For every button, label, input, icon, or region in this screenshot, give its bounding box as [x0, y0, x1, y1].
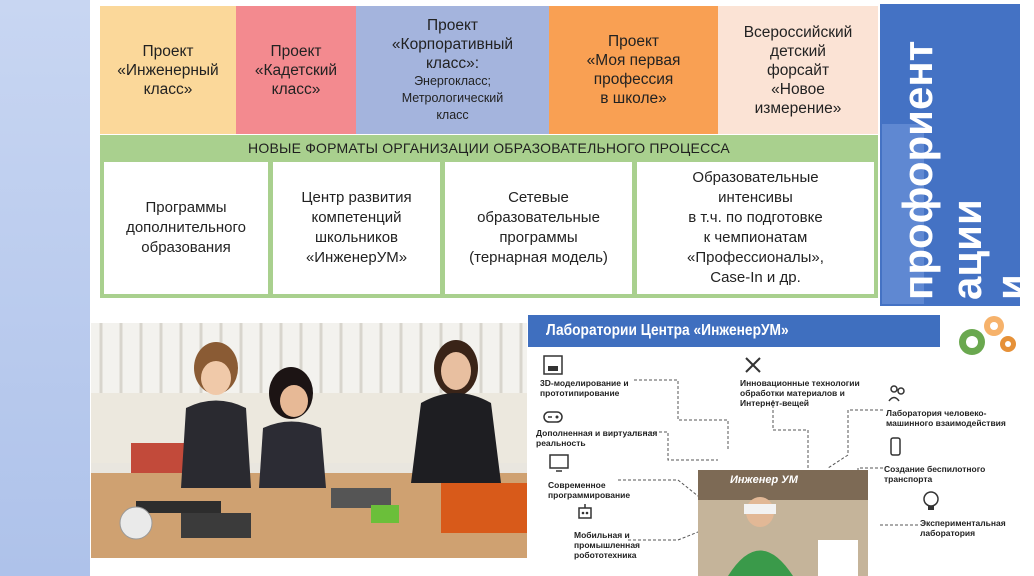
formats-row: [100, 158, 878, 298]
format-line: к чемпионатам: [703, 229, 808, 246]
left-decor-strip: [0, 0, 90, 576]
drone-phone-icon: [884, 436, 906, 458]
format-line: интенсивы: [718, 189, 793, 206]
project-card-forsight: [718, 6, 878, 134]
project-line: «Инженерный: [117, 61, 219, 79]
format-line: Сетевые: [508, 189, 569, 206]
project-line: форсайт: [766, 61, 830, 79]
lab-item-programming: Современное программирование: [548, 480, 631, 500]
lab-item-unmanned: Создание беспилотного транспорта: [884, 464, 986, 484]
project-subline: Метрологический: [401, 91, 504, 105]
lab-item-innovation: Инновационные технологии обработки материалов и Интернет-вещей: [740, 378, 860, 408]
project-line: «Новое: [771, 80, 825, 98]
project-subline: Энергокласс;: [414, 74, 491, 88]
format-line: Образовательные: [692, 169, 819, 186]
classroom-photo: [91, 323, 527, 558]
project-card-cadet: [236, 6, 356, 134]
format-line: программы: [499, 229, 578, 246]
career-text-col3: и: [987, 274, 1034, 300]
format-line: дополнительного: [126, 219, 246, 236]
format-line: образования: [141, 239, 231, 256]
formats-title: НОВЫЕ ФОРМАТЫ ОРГАНИЗАЦИИ ОБРАЗОВАТЕЛЬНОГО ПРОЦЕССА: [248, 139, 730, 156]
format-box-competence-center: [273, 162, 440, 294]
career-text-col1: профориент: [894, 40, 941, 300]
format-line: компетенций: [311, 209, 402, 226]
people-machine-icon: [886, 382, 908, 404]
project-card-corporate: [356, 6, 549, 134]
format-line: в т.ч. по подготовке: [688, 209, 823, 226]
robot-icon: [574, 502, 596, 524]
format-line: (тернарная модель): [469, 249, 608, 266]
project-card-engineering: [100, 6, 236, 134]
project-line: Проект: [426, 17, 479, 34]
3d-printer-icon: [542, 354, 564, 376]
tools-icon: [742, 354, 764, 376]
format-line: «Профессионалы»,: [687, 249, 824, 266]
lab-title: Лаборатории Центра «ИнженерУМ»: [546, 322, 789, 339]
format-line: Программы: [145, 199, 227, 216]
lab-item-vr: Дополненная и виртуальная реальность: [536, 428, 658, 448]
project-line: «Корпоративный: [391, 36, 514, 53]
lab-title-bar: [528, 315, 940, 347]
format-box-additional-education: [104, 162, 268, 294]
project-line: Проект: [607, 33, 660, 50]
project-line: Проект: [270, 42, 322, 60]
project-line: Всероссийский: [743, 23, 853, 41]
project-line: профессия: [593, 71, 674, 88]
project-subline: класс: [436, 108, 469, 122]
project-line: класс»: [143, 80, 193, 98]
project-line: измерение»: [754, 99, 842, 117]
format-line: образовательные: [477, 209, 600, 226]
project-card-first-profession: [549, 6, 718, 134]
lab-item-hmi: Лаборатория человеко-машинного взаимодействия: [886, 408, 1006, 428]
lab-item-3d: 3D-моделирование и прототипирование: [540, 378, 629, 398]
gamepad-icon: [542, 405, 564, 427]
lab-diagram: [528, 350, 1024, 576]
format-line: школьников: [314, 229, 399, 246]
format-box-intensives: [637, 162, 874, 294]
code-monitor-icon: [548, 452, 570, 474]
project-line: детский: [770, 42, 826, 60]
project-line: в школе»: [600, 90, 667, 107]
project-line: класс»:: [425, 55, 480, 72]
format-line: «ИнженерУМ»: [305, 249, 408, 266]
project-line: Проект: [142, 42, 194, 60]
format-box-network-programs: [445, 162, 632, 294]
project-line: класс»: [271, 80, 321, 98]
formats-title-bar: [100, 135, 878, 160]
lab-item-experimental: Экспериментальная лаборатория: [920, 518, 1006, 538]
career-text-col2: ации: [943, 199, 990, 300]
brain-bulb-icon: [920, 490, 942, 512]
project-line: «Моя первая: [586, 52, 681, 69]
center-photo-label: Инженер УМ: [730, 474, 798, 486]
format-line: Case-In и др.: [710, 269, 801, 286]
format-line: Центр развития: [301, 189, 412, 206]
career-guidance-panel: [880, 4, 1034, 306]
center-photo: [698, 470, 868, 576]
project-line: «Кадетский: [254, 61, 338, 79]
lab-item-robotics: Мобильная и промышленная робототехника: [574, 530, 641, 560]
